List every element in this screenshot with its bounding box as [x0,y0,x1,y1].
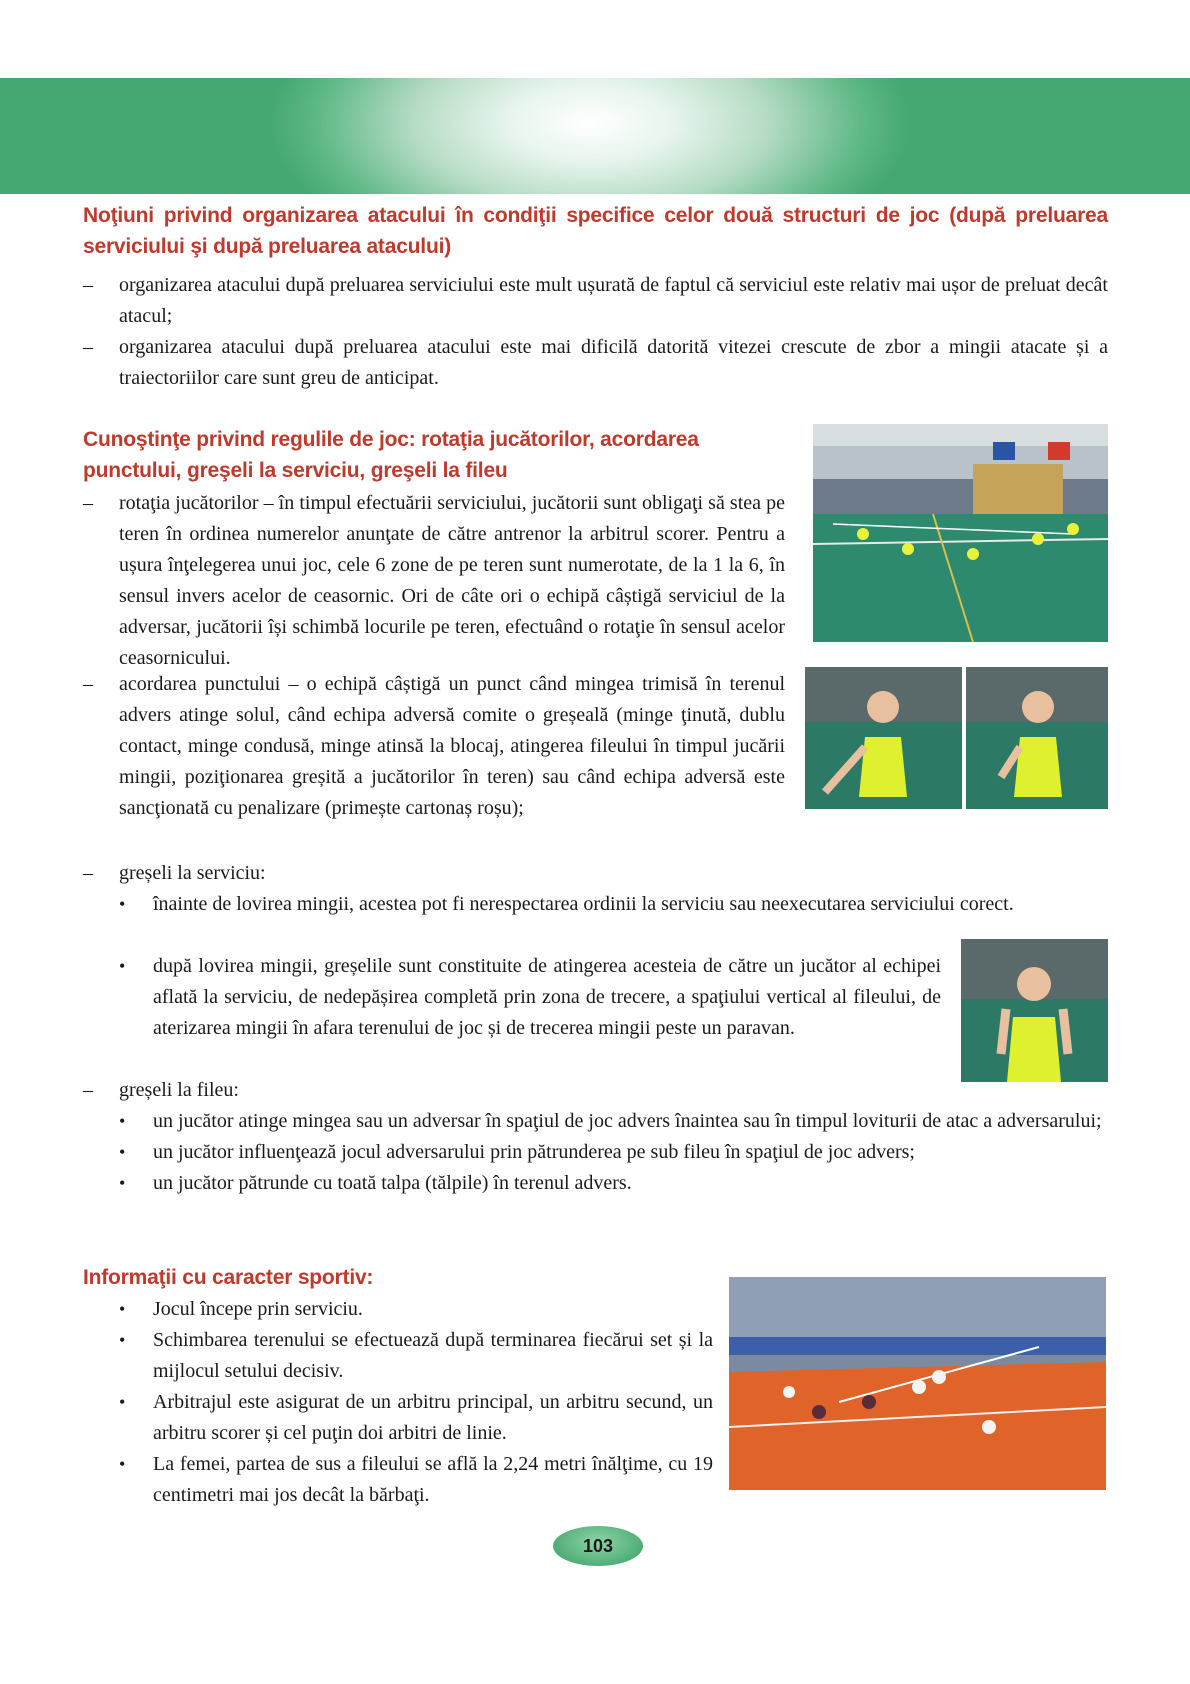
page-number: 103 [553,1526,643,1566]
point-item: – acordarea punctului – o echipă câștigă un punct când mingea trimisă în terenul advers atinge solul, când echipa adversă comite o greșeală (minge ţinută, dublu contact, minge condusă, minge atinsă la blocaj, atingerea fileului în timpul jucării mingii, poziţionarea greșită a jucătorilor în teren) sau când echipa adversă este sancţionată cu penalizare (primește cartonaș roșu); [83,673,785,819]
referee-gesture-photo-2 [966,667,1108,809]
list-item: – organizarea atacului după preluarea serviciului este mult ușurată de faptul că serviciul este relativ mai ușor de preluat decât atacul; [83,274,1108,327]
referee-gesture-photo-1 [805,667,962,809]
net-faults-list [83,1106,1113,1199]
gym-court-photo [813,424,1108,642]
section-heading-attack-organization: Noţiuni privind organizarea atacului în condiţii specifice celor două structuri de joc (după preluarea serviciului şi după preluarea atacului) [83,204,1108,258]
list-item: • un jucător influenţează jocul adversarului prin pătrunderea pe sub fileu în spaţiul de joc advers; [119,1141,915,1163]
sport-info-list [83,1294,713,1511]
attack-organization-list [83,270,1108,394]
volleyball-match-photo [729,1277,1106,1490]
net-faults-label: – greșeli la fileu: [83,1079,239,1101]
list-item: – organizarea atacului după preluarea atacului este mai dificilă datorită vitezei crescute de zbor a mingii atacate și a traiectoriilor care sunt greu de anticipat. [83,336,1108,389]
serve-fault-item-1: • înainte de lovirea mingii, acestea pot fi nerespectarea ordinii la serviciu sau neexecutarea serviciului corect. [119,893,1014,915]
rotation-item: – rotaţia jucătorilor – în timpul efectuării serviciului, jucătorii sunt obligaţi să stea pe teren în ordinea numerelor anunţate de către antrenor la arbitrul scorer. Pentru a ușura înţelegerea unui joc, cele 6 zone de pe teren sunt numerotate, de la 1 la 6, în sensul invers acelor de ceasornic. Ori de câte ori o echipă câștigă serviciul de la adversar, jucătorii își schimbă locurile pe teren, efectuând o rotaţie în sensul acelor ceasornicului. [83,492,785,669]
list-item: • Arbitrajul este asigurat de un arbitru principal, un arbitru secund, un arbitru scorer și cel puţin doi arbitri de linie. [119,1391,713,1444]
serve-fault-item-2: • după lovirea mingii, greșelile sunt constituite de atingerea acesteia de către un jucător al echipei aflată la serviciu, de nedepășirea completă prin zona de trecere, a spaţiului vertical al fileului, de aterizarea mingii în afara terenului de joc și de trecerea mingii peste un paravan. [119,955,941,1039]
serve-faults-label: – greșeli la serviciu: [83,862,266,884]
list-item: • Jocul începe prin serviciu. [119,1298,363,1320]
header-banner [0,78,1190,194]
referee-signal-photo [961,939,1108,1082]
section-heading-game-rules: Cunoştinţe privind regulile de joc: rotaţia jucătorilor, acordarea punctului, greşeli la serviciu, greşeli la fileu [83,428,699,482]
list-item: • un jucător pătrunde cu toată talpa (tălpile) în terenul advers. [119,1172,632,1194]
list-item: • La femei, partea de sus a fileului se află la 2,24 metri înălţime, cu 19 centimetri mai jos decât la bărbaţi. [119,1453,713,1506]
list-item: • Schimbarea terenului se efectuează după terminarea fiecărui set și la mijlocul setului decisiv. [119,1329,713,1382]
section-heading-sport-info: Informaţii cu caracter sportiv: [83,1266,374,1289]
list-item: • un jucător atinge mingea sau un adversar în spaţiul de joc advers înaintea sau în timpul loviturii de atac a adversarului; [119,1110,1102,1132]
